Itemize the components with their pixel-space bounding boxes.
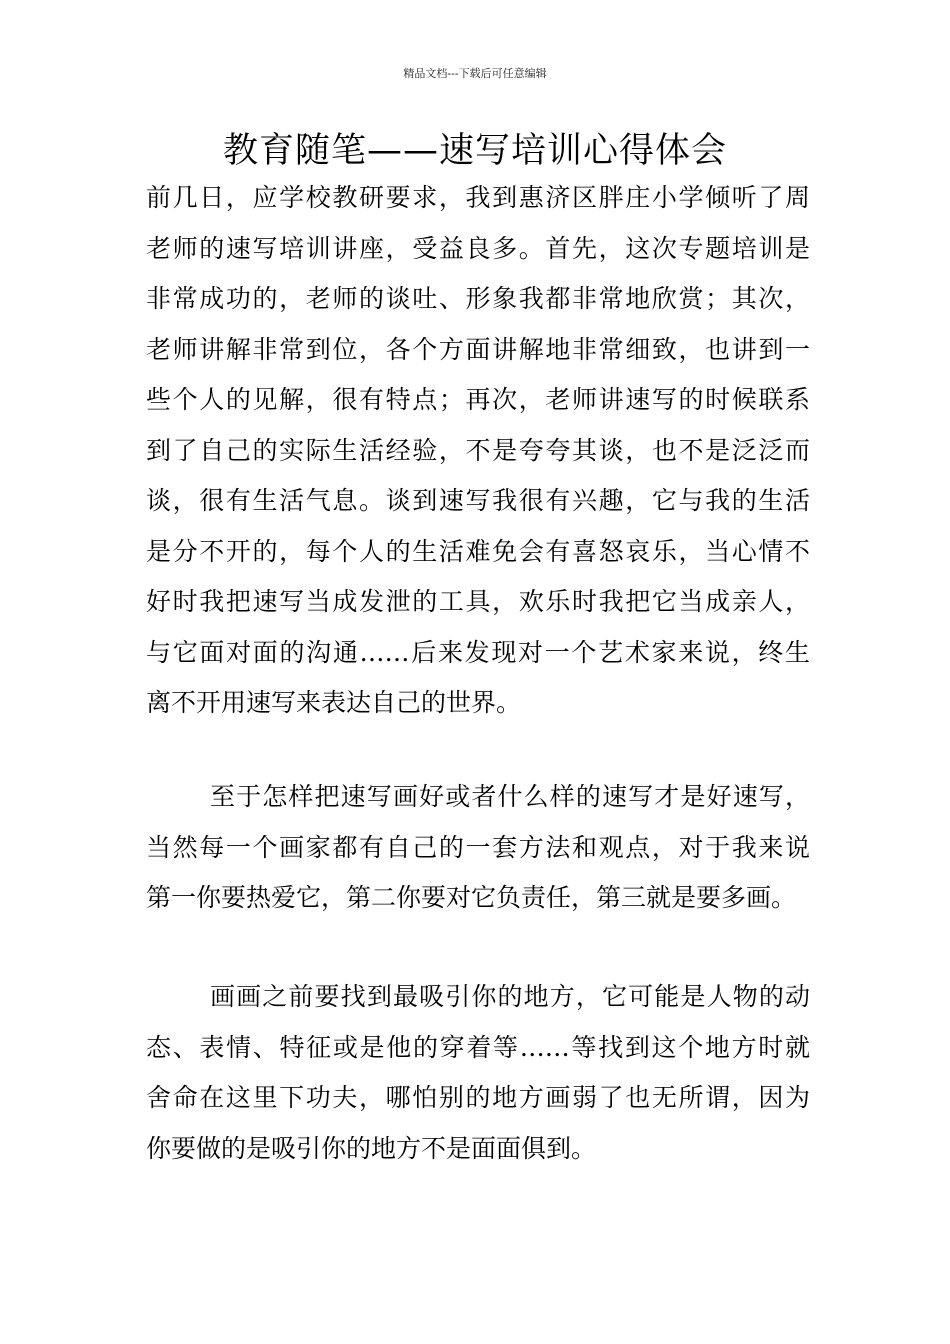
paragraph-line: 谈，很有生活气息。谈到速写我很有兴趣，它与我的生活 — [146, 486, 810, 515]
paragraph-line: 你要做的是吸引你的地方不是面面俱到。 — [146, 1133, 597, 1163]
paragraph-3 — [146, 972, 810, 1174]
paragraph-2 — [146, 772, 810, 924]
paragraph-line: 老师讲解非常到位，各个方面讲解地非常细致，也讲到一 — [146, 334, 810, 364]
paragraph-line: 离不开用速写来表达自己的世界。 — [146, 688, 522, 717]
paragraph-line: 至于怎样把速写画好或者什么样的速写才是好速写， — [210, 782, 810, 811]
paragraph-line: 第一你要热爱它，第二你要对它负责任，第三就是要多画。 — [146, 883, 797, 912]
paragraph-line: 画画之前要找到最吸引你的地方，它可能是人物的动 — [210, 982, 810, 1011]
document-title: 教育随笔——速写培训心得体会 — [222, 131, 727, 171]
paragraph-line: 非常成功的，老师的谈吐、形象我都非常地欣赏；其次， — [146, 284, 810, 313]
paragraph-line: 舍命在这里下功夫，哪怕别的地方画弱了也无所谓，因为 — [146, 1083, 810, 1112]
paragraph-line: 老师的速写培训讲座，受益良多。首先，这次专题培训是 — [146, 233, 810, 263]
paragraph-line: 态、表情、特征或是他的穿着等……等找到这个地方时就 — [146, 1032, 810, 1062]
paragraph-line: 当然每一个画家都有自己的一套方法和观点，对于我来说 — [146, 832, 810, 862]
paragraph-line: 与它面对面的沟通……后来发现对一个艺术家来说，终生 — [146, 637, 810, 667]
paragraph-line: 是分不开的，每个人的生活难免会有喜怒哀乐，当心情不 — [146, 536, 810, 566]
paragraph-line: 前几日，应学校教研要求，我到惠济区胖庄小学倾听了周 — [146, 183, 810, 212]
header-note: 精品文档---下载后可任意编辑 — [403, 67, 547, 80]
paragraph-line: 些个人的见解，很有特点；再次，老师讲速写的时候联系 — [146, 385, 810, 414]
paragraph-1 — [146, 173, 810, 729]
paragraph-line: 到了自己的实际生活经验，不是夸夸其谈，也不是泛泛而 — [146, 435, 810, 465]
paragraph-line: 好时我把速写当成发泄的工具，欢乐时我把它当成亲人， — [146, 587, 810, 616]
